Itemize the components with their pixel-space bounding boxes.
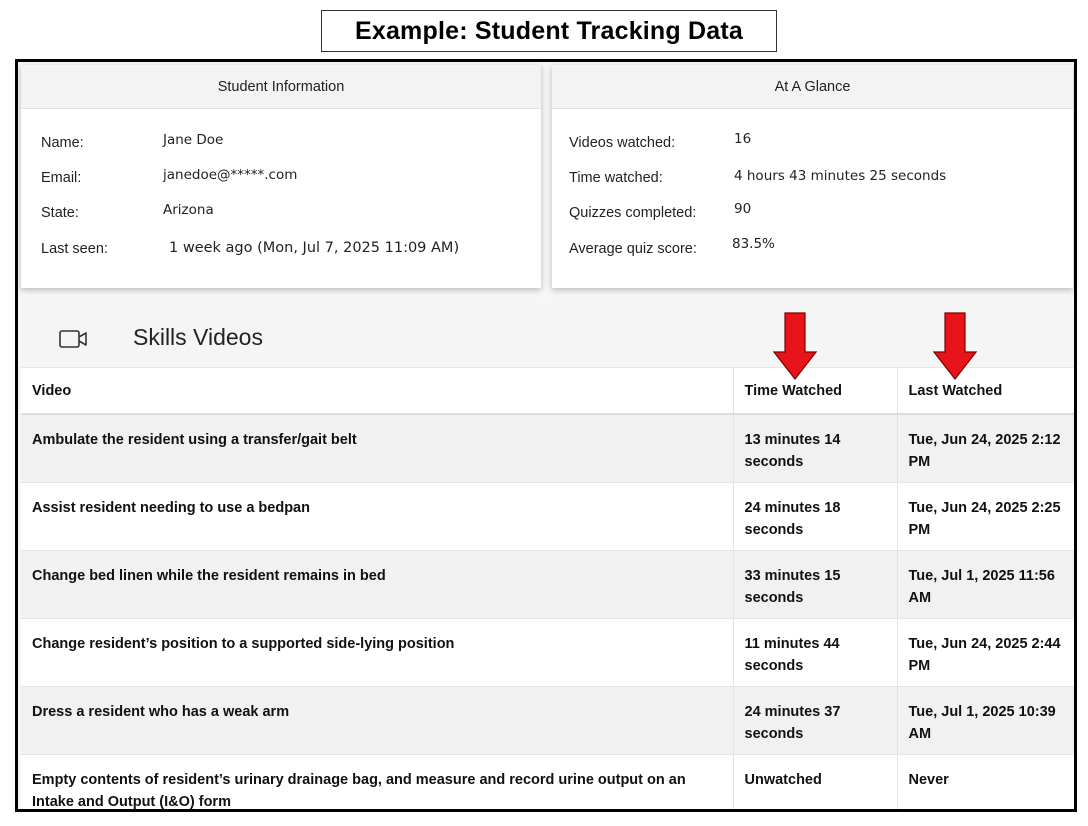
- down-arrow-icon: [773, 312, 817, 380]
- time-watched-row: [552, 163, 1073, 187]
- time-watched-cell: 13 minutes 14 seconds: [733, 414, 897, 482]
- last-watched-cell: Tue, Jul 1, 2025 10:39 AM: [897, 686, 1074, 754]
- quizzes-completed-label: Quizzes completed:: [569, 205, 697, 221]
- last-watched-cell: Tue, Jun 24, 2025 2:44 PM: [897, 618, 1074, 686]
- table-row[interactable]: [21, 414, 1074, 482]
- email-label: Email:: [41, 170, 82, 186]
- video-title-cell: Change bed linen while the resident remains in bed: [21, 550, 733, 618]
- time-watched-cell: 24 minutes 37 seconds: [733, 686, 897, 754]
- quizzes-completed-value: 90: [734, 201, 752, 217]
- skills-videos-section: [21, 310, 1074, 812]
- down-arrow-icon: [933, 312, 977, 380]
- video-title-cell: Change resident’s position to a supported side-lying position: [21, 618, 733, 686]
- column-header-video[interactable]: Video: [21, 368, 733, 414]
- student-last-seen-row: [21, 233, 541, 257]
- student-name-row: [21, 127, 541, 151]
- skills-videos-title: Skills Videos: [133, 324, 263, 350]
- column-header-time-watched[interactable]: Time Watched: [733, 368, 897, 414]
- last-watched-cell: Tue, Jun 24, 2025 2:25 PM: [897, 482, 1074, 550]
- videos-watched-value: 16: [734, 131, 752, 147]
- video-title-cell: Ambulate the resident using a transfer/gait belt: [21, 414, 733, 482]
- name-label: Name:: [41, 135, 84, 151]
- page-title: Example: Student Tracking Data: [321, 10, 777, 52]
- videos-watched-label: Videos watched:: [569, 135, 676, 151]
- time-watched-label: Time watched:: [569, 170, 663, 186]
- average-quiz-score-row: [552, 233, 1073, 257]
- name-value: Jane Doe: [163, 132, 224, 148]
- last-seen-label: Last seen:: [41, 241, 108, 257]
- table-row[interactable]: [21, 482, 1074, 550]
- at-a-glance-card: [552, 65, 1073, 288]
- table-header-row: [21, 368, 1074, 414]
- student-information-header: Student Information: [21, 65, 541, 109]
- tracking-frame: [15, 59, 1077, 812]
- table-row[interactable]: [21, 618, 1074, 686]
- skills-videos-header: [21, 310, 1074, 368]
- video-title-cell: Dress a resident who has a weak arm: [21, 686, 733, 754]
- time-watched-cell: 33 minutes 15 seconds: [733, 550, 897, 618]
- last-seen-value: 1 week ago (Mon, Jul 7, 2025 11:09 AM): [169, 240, 460, 256]
- student-state-row: [21, 198, 541, 222]
- state-label: State:: [41, 205, 79, 221]
- time-watched-cell: 24 minutes 18 seconds: [733, 482, 897, 550]
- student-email-row: [21, 163, 541, 187]
- time-watched-cell: 11 minutes 44 seconds: [733, 618, 897, 686]
- at-a-glance-header: At A Glance: [552, 65, 1073, 109]
- state-value: Arizona: [163, 202, 214, 218]
- video-title-cell: Empty contents of resident’s urinary drainage bag, and measure and record urine output on an Intake and Output (I&O) form: [21, 754, 733, 812]
- table-row[interactable]: [21, 550, 1074, 618]
- average-quiz-score-value: 83.5%: [732, 236, 775, 252]
- table-row[interactable]: [21, 686, 1074, 754]
- table-row[interactable]: [21, 754, 1074, 812]
- skills-videos-table: [21, 368, 1074, 812]
- video-camera-icon: [59, 329, 89, 349]
- last-watched-cell: Never: [897, 754, 1074, 812]
- column-header-last-watched[interactable]: Last Watched: [897, 368, 1074, 414]
- time-watched-value: 4 hours 43 minutes 25 seconds: [734, 168, 947, 184]
- last-watched-cell: Tue, Jun 24, 2025 2:12 PM: [897, 414, 1074, 482]
- average-quiz-score-label: Average quiz score:: [569, 241, 697, 257]
- videos-watched-row: [552, 127, 1073, 151]
- quizzes-completed-row: [552, 198, 1073, 222]
- email-value: janedoe@*****.com: [163, 167, 298, 183]
- video-title-cell: Assist resident needing to use a bedpan: [21, 482, 733, 550]
- student-information-card: [21, 65, 541, 288]
- time-watched-cell: Unwatched: [733, 754, 897, 812]
- last-watched-cell: Tue, Jul 1, 2025 11:56 AM: [897, 550, 1074, 618]
